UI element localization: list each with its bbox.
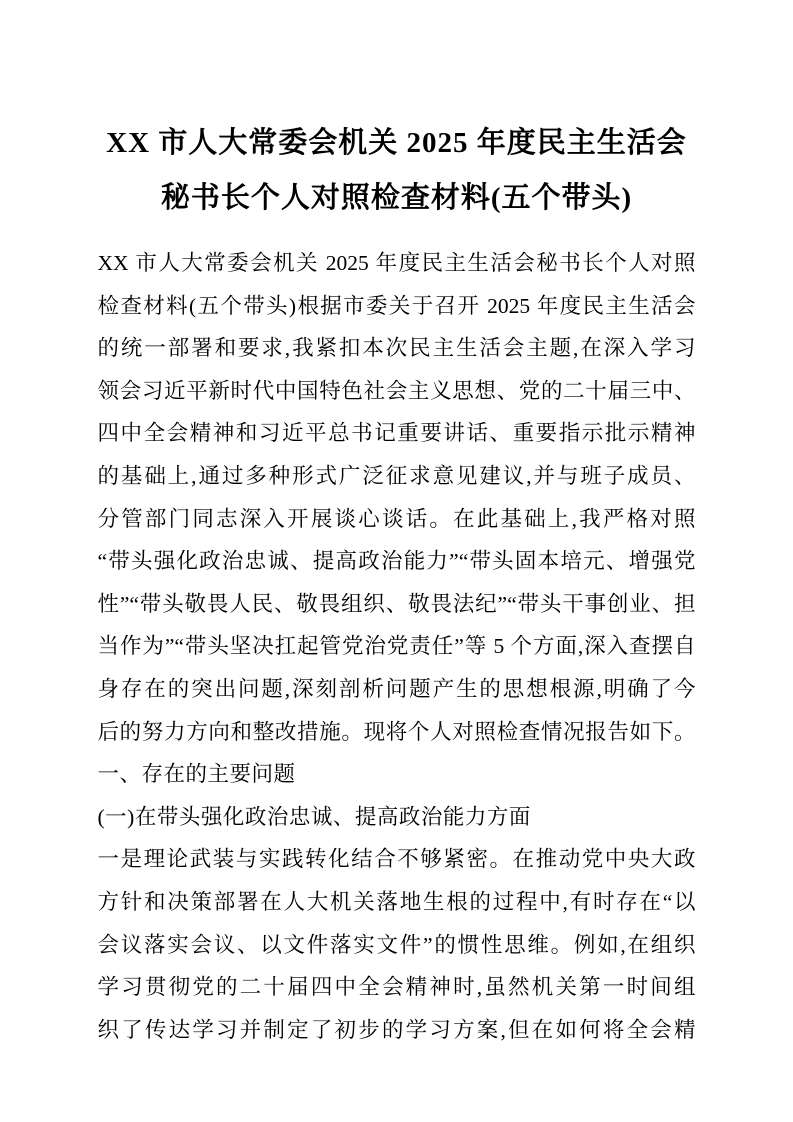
body-text-line: “带头强化政治忠诚、提高政治能力”“带头固本培元、增强党 <box>97 549 696 574</box>
body-text-line: 一、存在的主要问题 <box>97 762 296 787</box>
body-text-line: 性”“带头敬畏人民、敬畏组织、敬畏法纪”“带头干事创业、担 <box>97 591 696 616</box>
body-text-line: 会议落实会议、以文件落实文件”的惯性思维。例如,在组织 <box>97 932 696 957</box>
body-text-line: 方针和决策部署在人大机关落地生根的过程中,有时存在“以 <box>97 889 696 914</box>
body-text-line: XX 市人大常委会机关 2025 年度民主生活会秘书长个人对照 <box>97 251 696 275</box>
document-body <box>98 242 696 1051</box>
title-line-2: 秘书长个人对照检查材料(五个带头) <box>160 182 633 214</box>
body-text-line: 的基础上,通过多种形式广泛征求意见建议,并与班子成员、 <box>97 463 696 488</box>
body-text-line: 学习贯彻党的二十届四中全会精神时,虽然机关第一时间组 <box>97 975 696 1000</box>
body-text-line: 织了传达学习并制定了初步的学习方案,但在如何将全会精 <box>97 1017 696 1042</box>
body-text-line: 一是理论武装与实践转化结合不够紧密。在推动党中央大政 <box>97 847 696 872</box>
body-text-line: 四中全会精神和习近平总书记重要讲话、重要指示批示精神 <box>97 421 696 446</box>
body-text-line: 分管部门同志深入开展谈心谈话。在此基础上,我严格对照 <box>97 506 696 531</box>
document-title <box>98 116 696 226</box>
body-text-line: 后的努力方向和整改措施。现将个人对照检查情况报告如下。 <box>97 719 696 744</box>
body-text-line: (一)在带头强化政治忠诚、提高政治能力方面 <box>97 804 531 829</box>
body-text-line: 的统一部署和要求,我紧扣本次民主生活会主题,在深入学习 <box>97 336 696 361</box>
document-content <box>98 0 696 1051</box>
title-line-1: XX 市人大常委会机关 2025 年度民主生活会 <box>106 127 687 159</box>
body-text-line: 检查材料(五个带头)根据市委关于召开 2025 年度民主生活会 <box>97 293 696 318</box>
body-text-line: 当作为”“带头坚决扛起管党治党责任”等 5 个方面,深入查摆自 <box>97 634 696 659</box>
body-text-line: 身存在的突出问题,深刻剖析问题产生的思想根源,明确了今 <box>97 676 696 701</box>
body-text-line: 领会习近平新时代中国特色社会主义思想、党的二十届三中、 <box>97 378 696 403</box>
